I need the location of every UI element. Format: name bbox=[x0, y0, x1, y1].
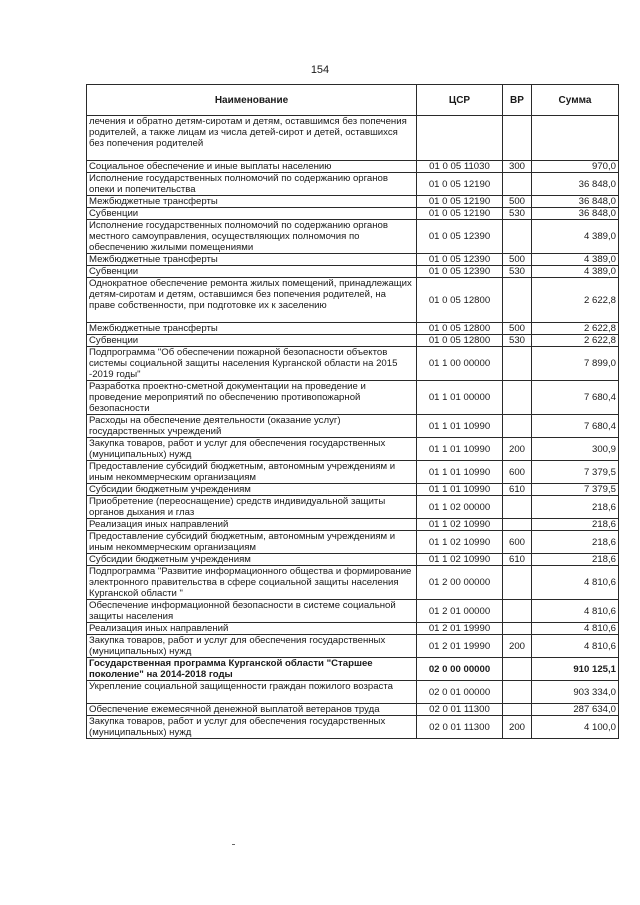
row-vr-cell: 530 bbox=[503, 208, 532, 220]
table-row bbox=[87, 381, 619, 415]
row-csr-cell: 01 0 05 12800 bbox=[417, 323, 503, 335]
row-csr-cell: 01 0 05 11030 bbox=[417, 161, 503, 173]
page-number: 154 bbox=[310, 64, 330, 76]
row-vr-cell bbox=[503, 566, 532, 600]
table-row bbox=[87, 196, 619, 208]
row-name-cell: Закупка товаров, работ и услуг для обеспечения государственных (муниципальных) нужд bbox=[87, 635, 417, 658]
row-vr-cell: 500 bbox=[503, 254, 532, 266]
table-row bbox=[87, 496, 619, 519]
row-vr-cell bbox=[503, 220, 532, 254]
row-name-cell: Расходы на обеспечение деятельности (оказание услуг) государственных учреждений bbox=[87, 415, 417, 438]
row-csr-cell: 01 0 05 12390 bbox=[417, 220, 503, 254]
row-sum-cell: 218,6 bbox=[532, 496, 619, 519]
row-csr-cell: 02 0 01 11300 bbox=[417, 704, 503, 716]
row-vr-cell bbox=[503, 347, 532, 381]
header-csr: ЦСР bbox=[417, 85, 503, 116]
row-name-cell: Предоставление субсидий бюджетным, автономным учреждениям и иным некоммерческим организациям bbox=[87, 461, 417, 484]
row-sum-cell: 36 848,0 bbox=[532, 196, 619, 208]
row-csr-cell: 01 0 05 12800 bbox=[417, 278, 503, 323]
row-vr-cell: 530 bbox=[503, 335, 532, 347]
row-name-cell: Обеспечение информационной безопасности в системе социальной защиты населения bbox=[87, 600, 417, 623]
row-csr-cell: 01 0 05 12800 bbox=[417, 335, 503, 347]
row-csr-cell: 01 0 05 12190 bbox=[417, 196, 503, 208]
row-name-cell: Исполнение государственных полномочий по содержанию органов опеки и попечительства bbox=[87, 173, 417, 196]
row-vr-cell: 200 bbox=[503, 716, 532, 739]
row-vr-cell bbox=[503, 116, 532, 161]
row-sum-cell: 218,6 bbox=[532, 519, 619, 531]
row-sum-cell: 4 810,6 bbox=[532, 635, 619, 658]
budget-table bbox=[86, 84, 619, 739]
row-name-cell: Социальное обеспечение и иные выплаты населению bbox=[87, 161, 417, 173]
row-sum-cell: 4 810,6 bbox=[532, 566, 619, 600]
row-vr-cell bbox=[503, 381, 532, 415]
row-csr-cell: 01 0 05 12190 bbox=[417, 208, 503, 220]
row-sum-cell: 7 379,5 bbox=[532, 461, 619, 484]
table-row bbox=[87, 220, 619, 254]
row-sum-cell bbox=[532, 116, 619, 161]
row-csr-cell: 01 1 01 10990 bbox=[417, 415, 503, 438]
row-name-cell: Приобретение (переоснащение) средств индивидуальной защиты органов дыхания и глаз bbox=[87, 496, 417, 519]
row-vr-cell bbox=[503, 600, 532, 623]
table-row bbox=[87, 208, 619, 220]
table-row bbox=[87, 658, 619, 681]
header-vr: ВР bbox=[503, 85, 532, 116]
table-row bbox=[87, 323, 619, 335]
row-vr-cell: 500 bbox=[503, 196, 532, 208]
row-sum-cell: 4 389,0 bbox=[532, 254, 619, 266]
row-name-cell: Однократное обеспечение ремонта жилых помещений, принадлежащих детям-сиротам и детям, оставшимся без попечения родителей, на праве собственности, при подготовке их к заселению bbox=[87, 278, 417, 323]
row-csr-cell: 02 0 01 11300 bbox=[417, 716, 503, 739]
row-sum-cell: 218,6 bbox=[532, 554, 619, 566]
row-name-cell: Подпрограмма "Об обеспечении пожарной безопасности объектов системы социальной защиты населения Курганской области на 2015 -2019 годы" bbox=[87, 347, 417, 381]
row-sum-cell: 4 100,0 bbox=[532, 716, 619, 739]
row-name-cell: Субсидии бюджетным учреждениям bbox=[87, 554, 417, 566]
table-row bbox=[87, 531, 619, 554]
row-csr-cell: 01 1 00 00000 bbox=[417, 347, 503, 381]
table-row bbox=[87, 335, 619, 347]
row-name-cell: Обеспечение ежемесячной денежной выплатой ветеранов труда bbox=[87, 704, 417, 716]
row-name-cell: Подпрограмма "Развитие информационного общества и формирование электронного правительства в сфере социальной защиты населения Курганской области " bbox=[87, 566, 417, 600]
row-name-cell: Субвенции bbox=[87, 208, 417, 220]
row-sum-cell: 7 899,0 bbox=[532, 347, 619, 381]
row-csr-cell: 01 1 01 10990 bbox=[417, 438, 503, 461]
row-vr-cell bbox=[503, 658, 532, 681]
table-row bbox=[87, 415, 619, 438]
table-row bbox=[87, 347, 619, 381]
row-sum-cell: 2 622,8 bbox=[532, 335, 619, 347]
row-name-cell: Межбюджетные трансферты bbox=[87, 323, 417, 335]
table-row bbox=[87, 519, 619, 531]
row-name-cell: Реализация иных направлений bbox=[87, 519, 417, 531]
row-name-cell: Закупка товаров, работ и услуг для обеспечения государственных (муниципальных) нужд bbox=[87, 438, 417, 461]
row-csr-cell: 01 1 02 10990 bbox=[417, 519, 503, 531]
row-sum-cell: 4 810,6 bbox=[532, 623, 619, 635]
row-csr-cell: 02 0 01 00000 bbox=[417, 681, 503, 704]
scan-speck bbox=[232, 844, 235, 845]
row-sum-cell: 910 125,1 bbox=[532, 658, 619, 681]
table-row bbox=[87, 704, 619, 716]
row-name-cell: Субвенции bbox=[87, 266, 417, 278]
row-sum-cell: 7 379,5 bbox=[532, 484, 619, 496]
table-row bbox=[87, 461, 619, 484]
row-vr-cell: 610 bbox=[503, 484, 532, 496]
table-row bbox=[87, 635, 619, 658]
row-name-cell: Межбюджетные трансферты bbox=[87, 196, 417, 208]
table-row bbox=[87, 681, 619, 704]
row-vr-cell: 600 bbox=[503, 531, 532, 554]
row-sum-cell: 2 622,8 bbox=[532, 323, 619, 335]
row-sum-cell: 36 848,0 bbox=[532, 208, 619, 220]
row-csr-cell: 01 2 00 00000 bbox=[417, 566, 503, 600]
row-vr-cell bbox=[503, 278, 532, 323]
table-row bbox=[87, 438, 619, 461]
row-name-cell: Предоставление субсидий бюджетным, автономным учреждениям и иным некоммерческим организациям bbox=[87, 531, 417, 554]
table-row bbox=[87, 266, 619, 278]
row-sum-cell: 903 334,0 bbox=[532, 681, 619, 704]
row-name-cell: Государственная программа Курганской области "Старшее поколение" на 2014-2018 годы bbox=[87, 658, 417, 681]
row-csr-cell: 01 2 01 19990 bbox=[417, 623, 503, 635]
row-vr-cell: 600 bbox=[503, 461, 532, 484]
row-sum-cell: 7 680,4 bbox=[532, 381, 619, 415]
row-sum-cell: 4 389,0 bbox=[532, 220, 619, 254]
table-row bbox=[87, 161, 619, 173]
header-sum: Сумма bbox=[532, 85, 619, 116]
row-csr-cell: 01 1 02 00000 bbox=[417, 496, 503, 519]
row-csr-cell bbox=[417, 116, 503, 161]
row-sum-cell: 218,6 bbox=[532, 531, 619, 554]
row-vr-cell: 530 bbox=[503, 266, 532, 278]
row-sum-cell: 970,0 bbox=[532, 161, 619, 173]
header-name: Наименование bbox=[87, 85, 417, 116]
row-vr-cell bbox=[503, 415, 532, 438]
row-sum-cell: 300,9 bbox=[532, 438, 619, 461]
row-csr-cell: 02 0 00 00000 bbox=[417, 658, 503, 681]
row-vr-cell: 200 bbox=[503, 635, 532, 658]
row-vr-cell bbox=[503, 519, 532, 531]
table-row bbox=[87, 566, 619, 600]
table-body bbox=[87, 116, 619, 739]
row-vr-cell: 500 bbox=[503, 323, 532, 335]
table-row bbox=[87, 116, 619, 161]
row-vr-cell: 610 bbox=[503, 554, 532, 566]
row-sum-cell: 36 848,0 bbox=[532, 173, 619, 196]
row-name-cell: Реализация иных направлений bbox=[87, 623, 417, 635]
row-name-cell: Закупка товаров, работ и услуг для обеспечения государственных (муниципальных) нужд bbox=[87, 716, 417, 739]
row-csr-cell: 01 1 01 10990 bbox=[417, 461, 503, 484]
row-vr-cell bbox=[503, 173, 532, 196]
row-csr-cell: 01 0 05 12390 bbox=[417, 254, 503, 266]
row-vr-cell: 200 bbox=[503, 438, 532, 461]
row-vr-cell bbox=[503, 496, 532, 519]
row-sum-cell: 2 622,8 bbox=[532, 278, 619, 323]
table-row bbox=[87, 484, 619, 496]
row-name-cell: Разработка проектно-сметной документации на проведение и проведение мероприятий по обеспечению противопожарной безопасности bbox=[87, 381, 417, 415]
table-header-row bbox=[87, 85, 619, 116]
row-sum-cell: 287 634,0 bbox=[532, 704, 619, 716]
row-name-cell: Межбюджетные трансферты bbox=[87, 254, 417, 266]
row-sum-cell: 4 810,6 bbox=[532, 600, 619, 623]
row-csr-cell: 01 1 02 10990 bbox=[417, 554, 503, 566]
row-name-cell: Укрепление социальной защищенности граждан пожилого возраста bbox=[87, 681, 417, 704]
row-csr-cell: 01 2 01 00000 bbox=[417, 600, 503, 623]
row-name-cell: лечения и обратно детям-сиротам и детям, оставшимся без попечения родителей, а также лицам из числа детей-сирот и детей, оставшихся без попечения родителей bbox=[87, 116, 417, 161]
row-name-cell: Исполнение государственных полномочий по содержанию органов местного самоуправления, осуществляющих полномочия по обеспечению жилыми помещениями bbox=[87, 220, 417, 254]
table-row bbox=[87, 554, 619, 566]
row-csr-cell: 01 1 02 10990 bbox=[417, 531, 503, 554]
row-csr-cell: 01 1 01 10990 bbox=[417, 484, 503, 496]
row-vr-cell bbox=[503, 623, 532, 635]
table-row bbox=[87, 600, 619, 623]
row-name-cell: Субсидии бюджетным учреждениям bbox=[87, 484, 417, 496]
row-csr-cell: 01 1 01 00000 bbox=[417, 381, 503, 415]
row-vr-cell bbox=[503, 681, 532, 704]
row-vr-cell bbox=[503, 704, 532, 716]
row-sum-cell: 7 680,4 bbox=[532, 415, 619, 438]
row-sum-cell: 4 389,0 bbox=[532, 266, 619, 278]
row-csr-cell: 01 2 01 19990 bbox=[417, 635, 503, 658]
table-row bbox=[87, 254, 619, 266]
row-csr-cell: 01 0 05 12190 bbox=[417, 173, 503, 196]
table-row bbox=[87, 278, 619, 323]
table-row bbox=[87, 716, 619, 739]
table-row bbox=[87, 173, 619, 196]
table-row bbox=[87, 623, 619, 635]
row-vr-cell: 300 bbox=[503, 161, 532, 173]
row-name-cell: Субвенции bbox=[87, 335, 417, 347]
row-csr-cell: 01 0 05 12390 bbox=[417, 266, 503, 278]
